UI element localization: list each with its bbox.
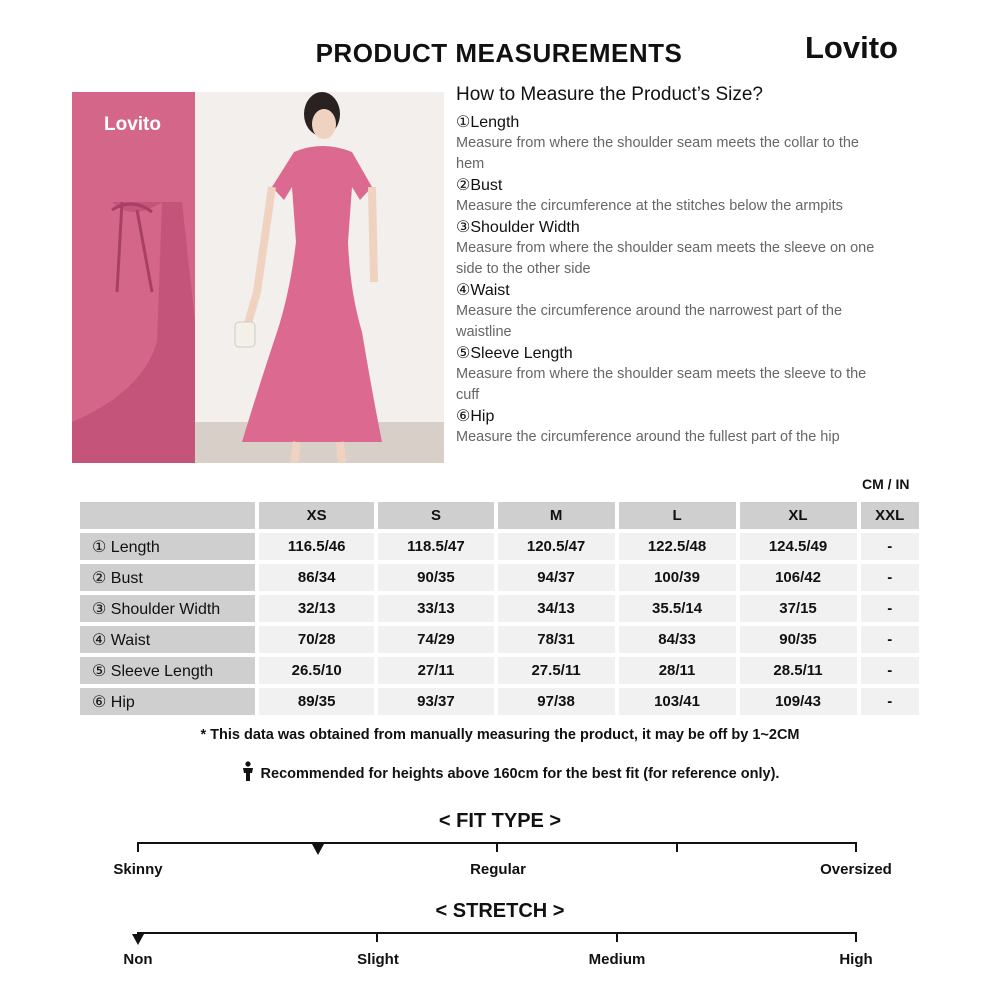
row-label: ① Length — [80, 533, 255, 560]
table-cell: - — [861, 626, 920, 653]
fit-tick — [855, 842, 857, 852]
stretch-title: < STRETCH > — [435, 900, 565, 922]
table-cell: 106/42 — [740, 564, 857, 591]
table-cell: 89/35 — [259, 688, 374, 715]
table-cell: 109/43 — [740, 688, 857, 715]
row-label: ⑤ Sleeve Length — [80, 657, 255, 684]
table-cell: 84/33 — [619, 626, 736, 653]
table-cell: 34/13 — [498, 595, 615, 622]
table-cell: 120.5/47 — [498, 533, 615, 560]
size-table — [76, 498, 923, 719]
table-cell: 70/28 — [259, 626, 374, 653]
table-cell: 122.5/48 — [619, 533, 736, 560]
table-cell: 78/31 — [498, 626, 615, 653]
table-cell: 124.5/49 — [740, 533, 857, 560]
table-cell: 116.5/46 — [259, 533, 374, 560]
size-header: M — [498, 502, 615, 529]
table-cell: 118.5/47 — [378, 533, 493, 560]
size-header: XXL — [861, 502, 920, 529]
size-header: S — [378, 502, 493, 529]
person-icon — [241, 761, 255, 785]
table-cell: 86/34 — [259, 564, 374, 591]
stretch-tick — [376, 932, 378, 942]
table-cell: 27/11 — [378, 657, 493, 684]
table-cell: 93/37 — [378, 688, 493, 715]
row-label: ⑥ Hip — [80, 688, 255, 715]
stretch-label-high: High — [839, 951, 873, 968]
size-header: XL — [740, 502, 857, 529]
fit-type-title: < FIT TYPE > — [438, 810, 562, 832]
table-cell: 33/13 — [378, 595, 493, 622]
guide-heading: How to Measure the Product’s Size? — [456, 84, 763, 105]
table-row — [80, 688, 919, 715]
table-cell: 97/38 — [498, 688, 615, 715]
stretch-label-non: Non — [123, 951, 153, 968]
table-row — [80, 533, 919, 560]
table-cell: 32/13 — [259, 595, 374, 622]
stretch-label-medium: Medium — [588, 951, 646, 968]
table-cell: 37/15 — [740, 595, 857, 622]
fit-marker-icon — [312, 844, 324, 855]
table-cell: 28/11 — [619, 657, 736, 684]
stretch-tick — [616, 932, 618, 942]
guide-item: ④Waist Measure the circumference around the narrowest part of the waistline — [456, 282, 843, 340]
fit-tick — [496, 842, 498, 852]
measure-guide — [456, 84, 886, 448]
photo-brand-logo: Lovito — [104, 114, 161, 135]
corner-cell — [80, 502, 255, 529]
disclaimer-note: * This data was obtained from manually measuring the product, it may be off by 1~2CM — [200, 727, 800, 743]
fit-label-oversized: Oversized — [820, 861, 892, 878]
table-cell: 28.5/11 — [740, 657, 857, 684]
row-label: ② Bust — [80, 564, 255, 591]
guide-item: ②Bust Measure the circumference at the stitches below the armpits — [456, 177, 843, 214]
table-cell: - — [861, 688, 920, 715]
table-cell: 90/35 — [378, 564, 493, 591]
row-label: ③ Shoulder Width — [80, 595, 255, 622]
height-note: Recommended for heights above 160cm for the best fit (for reference only). — [0, 761, 1000, 785]
size-header-row — [80, 502, 919, 529]
table-cell: - — [861, 657, 920, 684]
guide-item: ①Length Measure from where the shoulder seam meets the collar to the hem — [456, 114, 859, 172]
table-cell: 90/35 — [740, 626, 857, 653]
table-cell: 74/29 — [378, 626, 493, 653]
stretch-tick — [855, 932, 857, 942]
stretch-label-slight: Slight — [357, 951, 399, 968]
guide-item: ⑥Hip Measure the circumference around the fullest part of the hip — [456, 408, 840, 445]
table-row — [80, 626, 919, 653]
product-photos — [72, 92, 444, 463]
fit-label-regular: Regular — [470, 861, 526, 878]
table-row — [80, 564, 919, 591]
table-cell: - — [861, 595, 920, 622]
brand-logo: Lovito — [805, 30, 898, 65]
table-row — [80, 657, 919, 684]
fit-tick — [137, 842, 139, 852]
table-row — [80, 595, 919, 622]
size-header: XS — [259, 502, 374, 529]
table-cell: 94/37 — [498, 564, 615, 591]
table-cell: 100/39 — [619, 564, 736, 591]
size-header: L — [619, 502, 736, 529]
row-label: ④ Waist — [80, 626, 255, 653]
stretch-scale — [138, 932, 856, 934]
guide-item: ⑤Sleeve Length Measure from where the shoulder seam meets the sleeve to the cuff — [456, 345, 867, 403]
guide-item: ③Shoulder Width Measure from where the shoulder seam meets the sleeve on one side to the other side — [456, 219, 875, 277]
table-cell: 26.5/10 — [259, 657, 374, 684]
fit-tick — [676, 842, 678, 852]
table-cell: - — [861, 533, 920, 560]
page-title: PRODUCT MEASUREMENTS — [315, 38, 683, 68]
stretch-marker-icon — [132, 934, 144, 945]
unit-label: CM / IN — [862, 476, 910, 492]
table-cell: 103/41 — [619, 688, 736, 715]
table-cell: - — [861, 564, 920, 591]
table-cell: 35.5/14 — [619, 595, 736, 622]
fit-label-skinny: Skinny — [113, 861, 163, 878]
table-cell: 27.5/11 — [498, 657, 615, 684]
